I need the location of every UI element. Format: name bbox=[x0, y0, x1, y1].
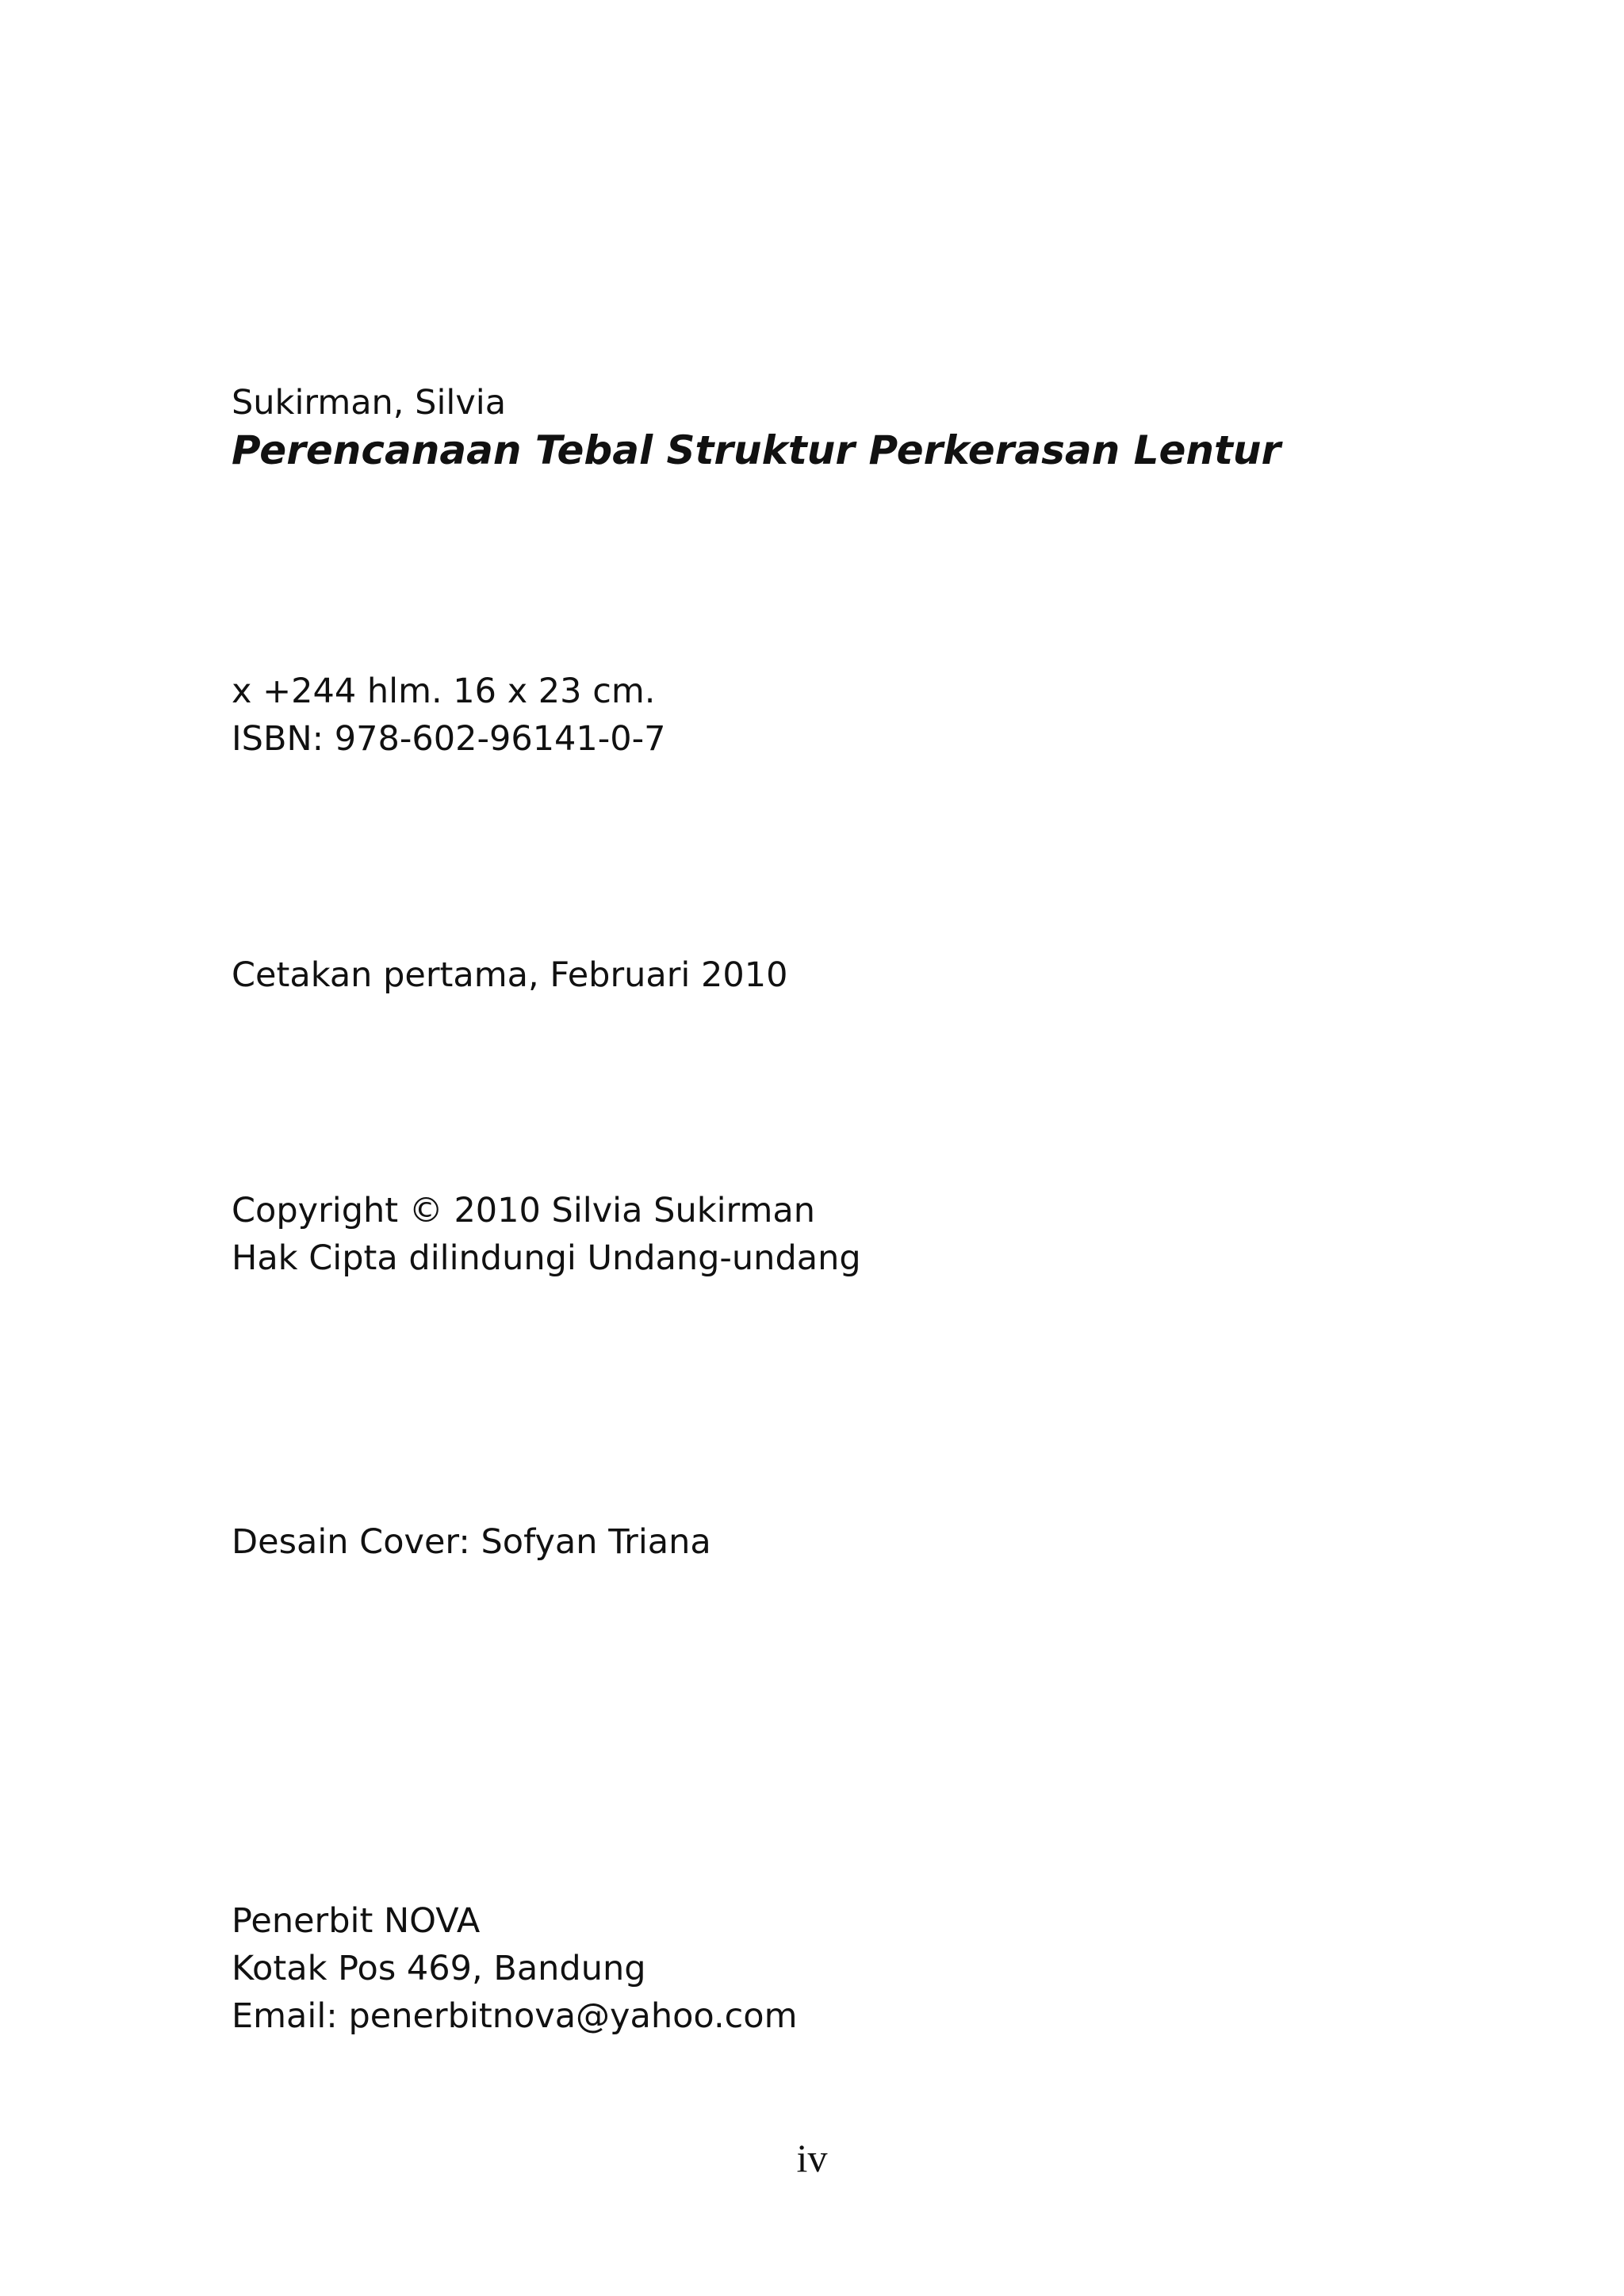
book-title: Perencanaan Tebal Struktur Perkerasan Lentur bbox=[232, 427, 1281, 473]
isbn: ISBN: 978-602-96141-0-7 bbox=[232, 719, 666, 759]
rights-notice: Hak Cipta dilindungi Undang-undang bbox=[232, 1238, 861, 1278]
copyright-notice: Copyright © 2010 Silvia Sukirman bbox=[232, 1191, 815, 1230]
publisher-address: Kotak Pos 469, Bandung bbox=[232, 1949, 646, 1988]
page-number: iv bbox=[796, 2136, 828, 2180]
publisher-email: Email: penerbitnova@yahoo.com bbox=[232, 1996, 798, 2036]
author-name: Sukirman, Silvia bbox=[232, 383, 507, 423]
page-count-and-size: x +244 hlm. 16 x 23 cm. bbox=[232, 672, 656, 711]
cover-design-credit: Desain Cover: Sofyan Triana bbox=[232, 1522, 711, 1562]
printing-edition: Cetakan pertama, Februari 2010 bbox=[232, 955, 788, 995]
publisher-name: Penerbit NOVA bbox=[232, 1901, 481, 1941]
